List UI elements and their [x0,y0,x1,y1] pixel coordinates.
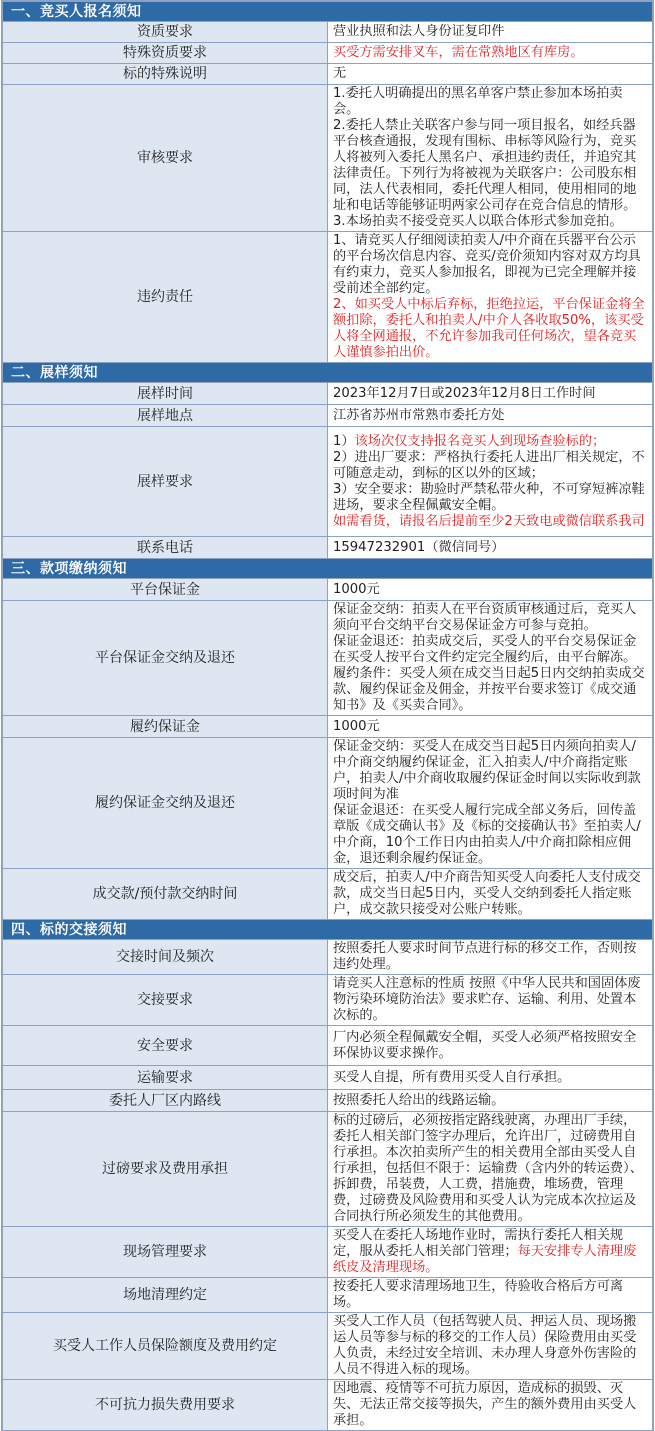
row-breach [3,232,653,363]
row-value [328,601,653,716]
paragraph: 1.委托人明确提出的黑名单客户禁止参加本场拍卖会。 [333,86,623,117]
row-value: 按照委托人要求时间节点进行标的移交工作，否则按违约处理。 [328,940,653,975]
row-label: 展样时间 [3,383,328,405]
row-label: 平台保证金交纳及退还 [3,601,328,716]
row-value: 15947232901（微信同号） [328,537,653,559]
row-value: 江苏省苏州市常熟市委托方处 [328,405,653,427]
row-insurance [3,1313,653,1380]
row-view-time [3,383,653,405]
paragraph-warning: 2、如买受人中标后弃标，拒绝拉运，平台保证金将全额扣除，委托人和拍卖人/中介人各收取50%，该买受人将全网通报，不允许参加我司任何场次，望各竞买人谨慎参拍出价。 [333,297,645,360]
section-header-bidder [3,2,653,22]
row-value: 买受方需安排叉车，需在常熟地区有库房。 [328,43,653,64]
row-value: 2023年12月7日或2023年12月8日工作时间 [328,383,653,405]
section-title: 四、标的交接须知 [3,920,653,940]
section-title: 一、竞买人报名须知 [3,2,653,22]
section-header-payment [3,559,653,579]
paragraph [333,434,648,450]
row-label: 过磅要求及费用承担 [3,1112,328,1227]
row-special-qualification [3,43,653,64]
row-cleanup [3,1278,653,1313]
section-title: 二、展样须知 [3,363,653,383]
list-marker: 1） [333,433,355,449]
row-value [328,232,653,363]
row-label: 不可抗力损失费用要求 [3,1380,328,1431]
paragraph: 2）进出厂要求：严格执行委托人进出厂相关规定，不可随意走动，到标的区以外的区域； [333,449,645,481]
row-label: 交接时间及频次 [3,940,328,975]
notice-table [2,1,653,1431]
row-qualification [3,22,653,43]
row-value: 买受人自提，所有费用买受人自行承担。 [328,1066,653,1090]
row-platform-deposit [3,579,653,601]
row-value [328,738,653,869]
row-value [328,427,653,537]
row-value: 无 [328,64,653,85]
paragraph: 保证金退还：拍卖成交后，买受人的平台交易保证金在买受人按平台文件约定完全履约后，由平台解冻。 [333,634,637,665]
row-site-management [3,1227,653,1278]
row-force-majeure [3,1380,653,1431]
row-view-requirements [3,427,653,537]
row-review [3,85,653,232]
row-label: 成交款/预付款交纳时间 [3,869,328,920]
section-title: 三、款项缴纳须知 [3,559,653,579]
row-label: 交接要求 [3,975,328,1026]
row-label: 委托人厂区内路线 [3,1090,328,1112]
row-value: 按委托人要求清理场地卫生，待验收合格后方可离场。 [328,1278,653,1313]
paragraph: 1、请竞买人仔细阅读拍卖人/中介商在兵器平台公示的平台场次信息内容、竞买/竞价须知内容对双方均具有约束力，竞买人参加报名，即视为已完全理解并接受前述全部约定。 [333,233,641,296]
paragraph: 保证金交纳：拍卖人在平台资质审核通过后，竞买人须向平台交纳平台交易保证金方可参与竞拍。 [333,602,637,633]
row-label: 标的特殊说明 [3,64,328,85]
row-transport [3,1066,653,1090]
row-safety [3,1026,653,1066]
paragraph: 保证金退还：在买受人履行完成全部义务后，回传盖章版《成交确认书》及《标的交接确认书》至拍卖人/中介商，10个工作日内由拍卖人/中介商扣除相应佣金，退还剩余履约保证金。 [333,803,641,866]
row-label: 履约保证金 [3,716,328,738]
row-label: 联系电话 [3,537,328,559]
row-view-place [3,405,653,427]
row-value: 按照委托人给出的线路运输。 [328,1090,653,1112]
paragraph: 履约条件：买受人须在成交当日起5日内交纳拍卖成交款、履约保证金及佣金，并按平台要求签订《成交通知书》及《买卖合同》。 [333,666,645,713]
paragraph: 买受人在委托人场地作业时，需执行委托人相关规定，服从委托人相关部门管理； [333,1228,624,1259]
paragraph: 3）安全要求：勘验时严禁私带火种，不可穿短裤凉鞋进场，要求全程佩戴安全帽。 [333,481,645,513]
row-value: 买受人工作人员（包括驾驶人员、押运人员、现场搬运人员等参与标的移交的工作人员）保险费用由买受人负责，未经过安全培训、未办理人身意外伤害险的人员不得进入标的现场。 [328,1313,653,1380]
row-label: 履约保证金交纳及退还 [3,738,328,869]
row-performance-deposit [3,716,653,738]
section-header-viewing [3,363,653,383]
row-label: 买受人工作人员保险额度及费用约定 [3,1313,328,1380]
row-label: 平台保证金 [3,579,328,601]
row-handover-time [3,940,653,975]
row-payment-time [3,869,653,920]
row-value [328,85,653,232]
row-label: 违约责任 [3,232,328,363]
row-value: 因地震、疫情等不可抗力原因，造成标的损毁、灭失、无法正常交接等损失，产生的额外费用由买受人承担。 [328,1380,653,1431]
row-label: 资质要求 [3,22,328,43]
row-label: 场地清理约定 [3,1278,328,1313]
row-value: 厂内必须全程佩戴安全帽，买受人必须严格按照安全环保协议要求操作。 [328,1026,653,1066]
row-value: 请竞买人注意标的性质 按照《中华人民共和国固体废物污染环境防治法》要求贮存、运输、利用、处置本次标的。 [328,975,653,1026]
row-route [3,1090,653,1112]
row-value: 营业执照和法人身份证复印件 [328,22,653,43]
auction-notice-document [1,0,654,1431]
row-weighing [3,1112,653,1227]
row-label: 展样要求 [3,427,328,537]
row-label: 展样地点 [3,405,328,427]
row-label: 运输要求 [3,1066,328,1090]
paragraph: 保证金交纳：买受人在成交当日起5日内须向拍卖人/中介商交纳履约保证金，汇入拍卖人/中介商指定账户，拍卖人/中介商收取履约保证金时间以实际收到款项时间为准 [333,739,641,802]
row-value: 1000元 [328,579,653,601]
row-label: 审核要求 [3,85,328,232]
row-value: 标的过磅后，必须按指定路线驶离，办理出厂手续，委托人相关部门签字办理后，允许出厂，过磅费用自行承担。本次拍卖所产生的相关费用全部由买受人自行承担，包括但不限于：运输费（含内外的转运费）、拆卸费，吊装费，人工费，措施费，堆场费，管理费，过磅费及风险费用和买受人认为完成本次拉运及合同执行所必须发生的其他费用。 [328,1112,653,1227]
row-label: 特殊资质要求 [3,43,328,64]
row-value: 1000元 [328,716,653,738]
warning-text: 该场次仅支持报名竞买人到现场查验标的； [354,433,606,449]
row-platform-deposit-refund [3,601,653,716]
paragraph: 3.本场拍卖不接受竞买人以联合体形式参加竞拍。 [333,214,623,229]
row-value: 成交后，拍卖人/中介商告知买受人向委托人支付成交款，成交当日起5日内，买受人交纳到委托人指定账户，成交款只接受对公账户转账。 [328,869,653,920]
row-phone [3,537,653,559]
row-label: 现场管理要求 [3,1227,328,1278]
row-value [328,1227,653,1278]
paragraph-warning: 如需看货，请报名后提前至少2天致电或微信联系我司 [333,513,645,529]
row-label: 安全要求 [3,1026,328,1066]
row-performance-deposit-refund [3,738,653,869]
row-special-note [3,64,653,85]
section-header-handover [3,920,653,940]
row-handover-requirements [3,975,653,1026]
paragraph: 2.委托人禁止关联客户参与同一项目报名，如经兵器平台核查通报，发现有围标、串标等风险行为，竞买人将被列入委托人黑名户、承担违约责任，并追究其法律责任。下列行为将被视为关联客户：公司股东相同，法人代表相同，委托代理人相同，使用相同的地址和电话等能够证明两家公司存在竞合信息的情形。 [333,118,637,213]
warning-text: 每天安排专人清理废纸皮及清理现场。 [333,1244,637,1275]
